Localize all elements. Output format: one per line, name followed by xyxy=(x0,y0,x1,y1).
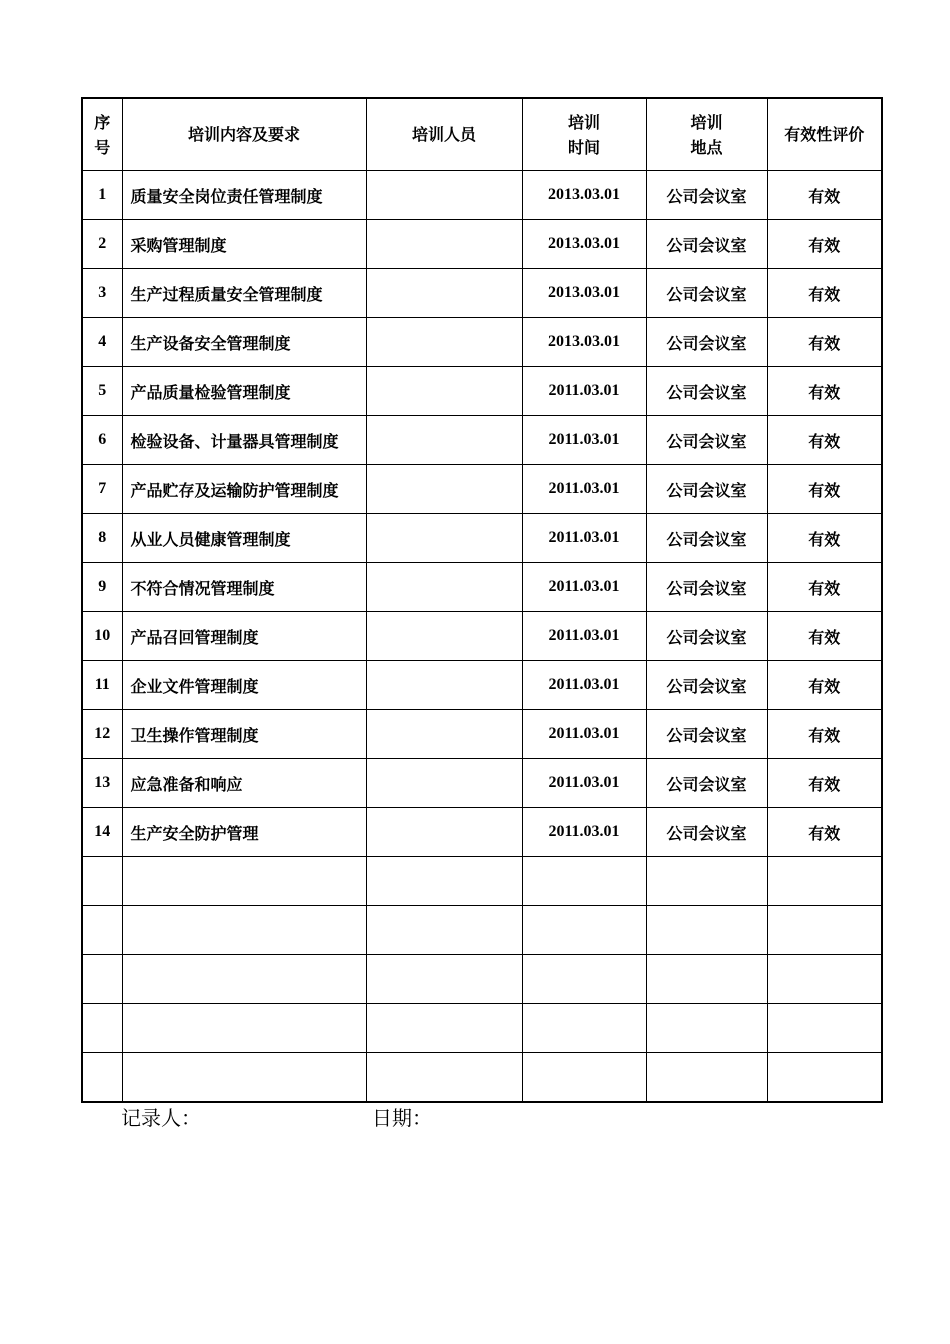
cell-evaluation: 有效 xyxy=(767,269,882,318)
cell-content: 产品贮存及运输防护管理制度 xyxy=(122,465,366,514)
cell-place: 公司会议室 xyxy=(646,465,767,514)
cell-people xyxy=(366,367,522,416)
header-evaluation: 有效性评价 xyxy=(767,98,882,171)
cell-date xyxy=(522,857,646,906)
cell-place: 公司会议室 xyxy=(646,808,767,857)
table-row xyxy=(82,563,882,612)
cell-place: 公司会议室 xyxy=(646,171,767,220)
cell-people xyxy=(366,661,522,710)
cell-people xyxy=(366,514,522,563)
table-row xyxy=(82,955,882,1004)
cell-content xyxy=(122,1053,366,1103)
cell-content xyxy=(122,1004,366,1053)
cell-place: 公司会议室 xyxy=(646,710,767,759)
cell-place: 公司会议室 xyxy=(646,612,767,661)
cell-date xyxy=(522,906,646,955)
date-label: 日期： xyxy=(372,1106,432,1130)
cell-seq: 7 xyxy=(82,465,122,514)
cell-people xyxy=(366,710,522,759)
cell-people xyxy=(366,1004,522,1053)
table-row xyxy=(82,808,882,857)
cell-people xyxy=(366,563,522,612)
cell-seq xyxy=(82,1004,122,1053)
cell-content: 应急准备和响应 xyxy=(122,759,366,808)
cell-content: 质量安全岗位责任管理制度 xyxy=(122,171,366,220)
training-record-table xyxy=(81,97,883,1103)
cell-evaluation: 有效 xyxy=(767,171,882,220)
header-content: 培训内容及要求 xyxy=(122,98,366,171)
cell-people xyxy=(366,465,522,514)
cell-evaluation: 有效 xyxy=(767,416,882,465)
cell-evaluation: 有效 xyxy=(767,514,882,563)
table-row xyxy=(82,661,882,710)
cell-seq: 11 xyxy=(82,661,122,710)
table-row xyxy=(82,367,882,416)
table-row xyxy=(82,269,882,318)
cell-seq: 12 xyxy=(82,710,122,759)
table-row xyxy=(82,465,882,514)
table-row xyxy=(82,906,882,955)
cell-seq: 5 xyxy=(82,367,122,416)
cell-people xyxy=(366,612,522,661)
cell-content xyxy=(122,906,366,955)
cell-people xyxy=(366,269,522,318)
cell-place: 公司会议室 xyxy=(646,367,767,416)
cell-seq: 2 xyxy=(82,220,122,269)
cell-date: 2011.03.01 xyxy=(522,661,646,710)
cell-content: 从业人员健康管理制度 xyxy=(122,514,366,563)
cell-content: 采购管理制度 xyxy=(122,220,366,269)
cell-date: 2011.03.01 xyxy=(522,759,646,808)
table-row xyxy=(82,220,882,269)
cell-content: 产品质量检验管理制度 xyxy=(122,367,366,416)
cell-evaluation xyxy=(767,906,882,955)
cell-seq: 4 xyxy=(82,318,122,367)
cell-evaluation: 有效 xyxy=(767,318,882,367)
table-row xyxy=(82,514,882,563)
table-row xyxy=(82,612,882,661)
cell-seq: 6 xyxy=(82,416,122,465)
cell-people xyxy=(366,1053,522,1103)
cell-people xyxy=(366,416,522,465)
cell-date: 2011.03.01 xyxy=(522,612,646,661)
cell-place: 公司会议室 xyxy=(646,514,767,563)
cell-content: 不符合情况管理制度 xyxy=(122,563,366,612)
table-body xyxy=(82,171,882,1103)
cell-evaluation: 有效 xyxy=(767,759,882,808)
cell-evaluation: 有效 xyxy=(767,220,882,269)
cell-seq: 14 xyxy=(82,808,122,857)
cell-seq xyxy=(82,906,122,955)
table-row xyxy=(82,171,882,220)
cell-people xyxy=(366,171,522,220)
cell-date xyxy=(522,955,646,1004)
cell-people xyxy=(366,808,522,857)
cell-people xyxy=(366,906,522,955)
cell-evaluation: 有效 xyxy=(767,367,882,416)
cell-date xyxy=(522,1004,646,1053)
cell-place xyxy=(646,857,767,906)
cell-evaluation xyxy=(767,955,882,1004)
table-row xyxy=(82,710,882,759)
cell-place: 公司会议室 xyxy=(646,759,767,808)
table-row xyxy=(82,1004,882,1053)
table-row xyxy=(82,857,882,906)
cell-evaluation xyxy=(767,857,882,906)
cell-evaluation: 有效 xyxy=(767,661,882,710)
cell-evaluation xyxy=(767,1053,882,1103)
cell-date: 2013.03.01 xyxy=(522,171,646,220)
cell-date: 2011.03.01 xyxy=(522,808,646,857)
cell-seq: 9 xyxy=(82,563,122,612)
cell-evaluation: 有效 xyxy=(767,808,882,857)
cell-place: 公司会议室 xyxy=(646,220,767,269)
cell-place: 公司会议室 xyxy=(646,661,767,710)
cell-place: 公司会议室 xyxy=(646,269,767,318)
cell-people xyxy=(366,220,522,269)
header-seq xyxy=(82,98,122,171)
cell-content: 生产过程质量安全管理制度 xyxy=(122,269,366,318)
cell-date: 2013.03.01 xyxy=(522,318,646,367)
cell-evaluation: 有效 xyxy=(767,612,882,661)
cell-seq: 13 xyxy=(82,759,122,808)
cell-place xyxy=(646,1053,767,1103)
cell-evaluation: 有效 xyxy=(767,563,882,612)
cell-evaluation: 有效 xyxy=(767,465,882,514)
cell-content xyxy=(122,955,366,1004)
cell-date: 2011.03.01 xyxy=(522,367,646,416)
cell-date: 2011.03.01 xyxy=(522,563,646,612)
cell-people xyxy=(366,318,522,367)
table-row xyxy=(82,1053,882,1103)
cell-place xyxy=(646,906,767,955)
cell-date: 2011.03.01 xyxy=(522,416,646,465)
cell-evaluation xyxy=(767,1004,882,1053)
cell-seq: 10 xyxy=(82,612,122,661)
cell-place xyxy=(646,955,767,1004)
header-seq-text: 序 号 xyxy=(94,112,111,157)
cell-seq xyxy=(82,955,122,1004)
cell-place: 公司会议室 xyxy=(646,563,767,612)
cell-seq xyxy=(82,857,122,906)
cell-place: 公司会议室 xyxy=(646,416,767,465)
recorder-label: 记录人： xyxy=(121,1106,201,1130)
cell-place xyxy=(646,1004,767,1053)
cell-people xyxy=(366,955,522,1004)
cell-date: 2011.03.01 xyxy=(522,465,646,514)
cell-seq: 1 xyxy=(82,171,122,220)
table-row xyxy=(82,416,882,465)
header-people: 培训人员 xyxy=(366,98,522,171)
table-row xyxy=(82,318,882,367)
cell-evaluation: 有效 xyxy=(767,710,882,759)
cell-date: 2011.03.01 xyxy=(522,514,646,563)
cell-place: 公司会议室 xyxy=(646,318,767,367)
cell-content: 生产安全防护管理 xyxy=(122,808,366,857)
cell-people xyxy=(366,857,522,906)
cell-content: 产品召回管理制度 xyxy=(122,612,366,661)
header-time xyxy=(522,98,646,171)
cell-people xyxy=(366,759,522,808)
cell-seq: 3 xyxy=(82,269,122,318)
cell-date: 2013.03.01 xyxy=(522,269,646,318)
header-time-text: 培训 时间 xyxy=(567,112,600,157)
cell-content xyxy=(122,857,366,906)
table-row xyxy=(82,759,882,808)
cell-date: 2011.03.01 xyxy=(522,710,646,759)
cell-content: 卫生操作管理制度 xyxy=(122,710,366,759)
cell-date: 2013.03.01 xyxy=(522,220,646,269)
table-header-row xyxy=(82,98,882,171)
cell-seq xyxy=(82,1053,122,1103)
cell-content: 检验设备、计量器具管理制度 xyxy=(122,416,366,465)
cell-seq: 8 xyxy=(82,514,122,563)
cell-content: 企业文件管理制度 xyxy=(122,661,366,710)
header-place-text: 培训 地点 xyxy=(690,112,723,157)
cell-content: 生产设备安全管理制度 xyxy=(122,318,366,367)
cell-date xyxy=(522,1053,646,1103)
header-place xyxy=(646,98,767,171)
